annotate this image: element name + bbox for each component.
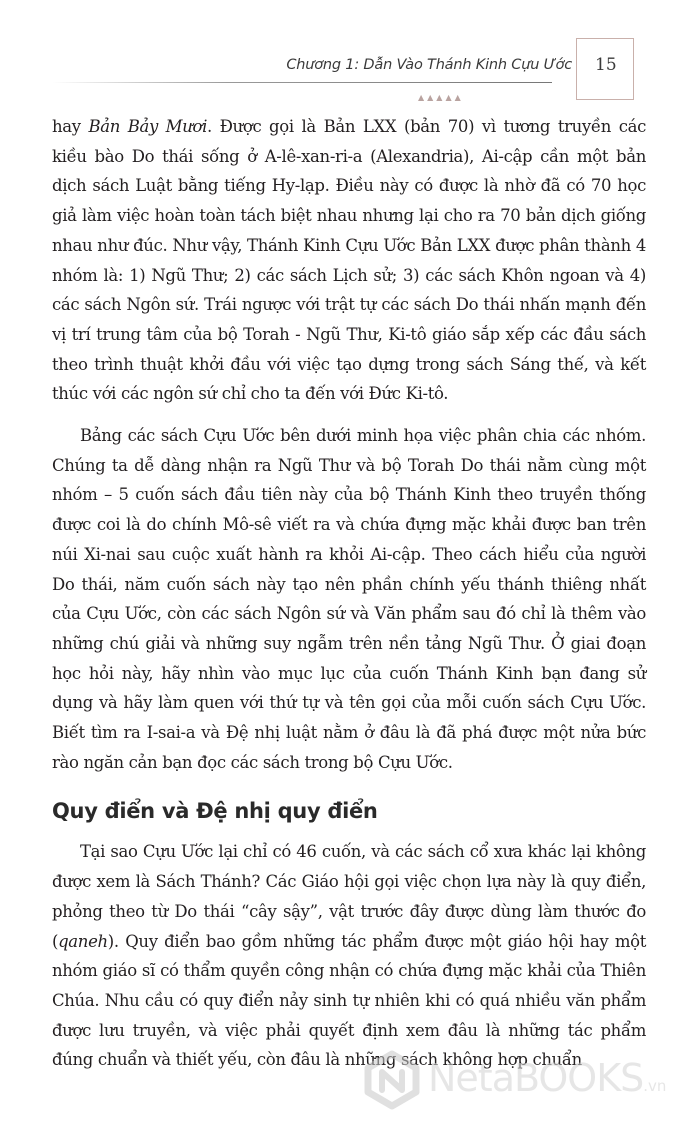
page-header [0, 0, 700, 110]
chapter-title: Chương 1: Dẫn Vào Thánh Kinh Cựu Ước [286, 57, 572, 73]
decorative-triangles: ▲▲▲▲▲ [418, 93, 464, 102]
header-rule [52, 82, 552, 83]
netabooks-logo-icon [362, 1050, 422, 1110]
section-heading: Quy điển và Đệ nhị quy điển [52, 799, 378, 824]
p3-rest: ). Quy điển bao gồm những tác phẩm được một giáo hội hay một nhóm giáo sĩ có thẩm quyền công nhận có chứa đựng mặc khải của Thiên Chúa. Nhu cầu có quy điển nảy sinh tự nhiên khi có quá nhiều văn phẩm được lưu truyền, và việc phải quyết định xem đâu là những tác phẩm đúng chuẩn và thiết yếu, còn đâu là những sách không hợp chuẩn [52, 931, 646, 1070]
p1-rest: . Được gọi là Bản LXX (bản 70) vì tương truyền các kiều bào Do thái sống ở A-lê-xan-ri-a (Alexandria), Ai-cập cần một bản dịch sách Luật bằng tiếng Hy-lạp. Điều này có được là nhờ đã có 70 học giả làm việc hoàn toàn tách biệt nhau nhưng lại cho ra 70 bản dịch giống nhau như đúc. Như vậy, Thánh Kinh Cựu Ước Bản LXX được phân thành 4 nhóm là: 1) Ngũ Thư; 2) các sách Lịch sử; 3) các sách Khôn ngoan và 4) các sách Ngôn sứ. Trái ngược với trật tự các sách Do thái nhấn mạnh đến vị trí trung tâm của bộ Torah - Ngũ Thư, Ki-tô giáo sắp xếp các đầu sách theo trình thuật khởi đầu với việc tạo dựng trong sách Sáng thế, và kết thúc với các ngôn sứ chỉ cho ta đến với Đức Ki-tô. [52, 117, 646, 404]
watermark [362, 1050, 700, 1110]
paragraph-2: Bảng các sách Cựu Ước bên dưới minh họa việc phân chia các nhóm. Chúng ta dễ dàng nhận ra Ngũ Thư và bộ Torah Do thái nằm cùng một nhóm – 5 cuốn sách đầu tiên này của bộ Thánh Kinh theo truyền thống được coi là do chính Mô-sê viết ra và chứa đựng mặc khải được ban trên núi Xi-nai sau cuộc xuất hành ra khỏi Ai-cập. Theo cách hiểu của người Do thái, năm cuốn sách này tạo nên phần chính yếu thánh thiêng nhất của Cựu Ước, còn các sách Ngôn sứ và Văn phẩm sau đó chỉ là thêm vào những chú giải và những suy ngẫm trên nền tảng Ngũ Thư. Ở giai đoạn học hỏi này, hãy nhìn vào mục lục của cuốn Thánh Kinh bạn đang sử dụng và hãy làm quen với thứ tự và tên gọi của mỗi cuốn sách Cựu Ước. Biết tìm ra I-sai-a và Đệ nhị luật nằm ở đâu là đã phá được một nửa bức rào ngăn cản bạn đọc các sách trong bộ Cựu Ước. [52, 426, 646, 772]
watermark-brand: NetaBOOKS [428, 1056, 644, 1100]
p1-italic-term: Bản Bảy Mươi [88, 117, 207, 136]
p3-italic-term: qaneh [58, 931, 108, 951]
watermark-domain: .vn [643, 1077, 667, 1095]
paragraph-3 [52, 837, 646, 1075]
p3-start: Tại sao Cựu Ước lại chỉ có 46 cuốn, và các sách cổ xưa khác lại không được xem là Sách Thánh? Các Giáo hội gọi việc chọn lựa này là quy điển, phỏng theo từ Do thái “cây sậy”, vật trước đây được dùng làm thước đo ( [52, 842, 646, 951]
watermark-text [428, 1056, 666, 1100]
paragraph-1 [52, 112, 646, 409]
page-number: 15 [595, 55, 617, 75]
p1-start: hay [52, 117, 89, 136]
page-body [52, 112, 646, 1075]
